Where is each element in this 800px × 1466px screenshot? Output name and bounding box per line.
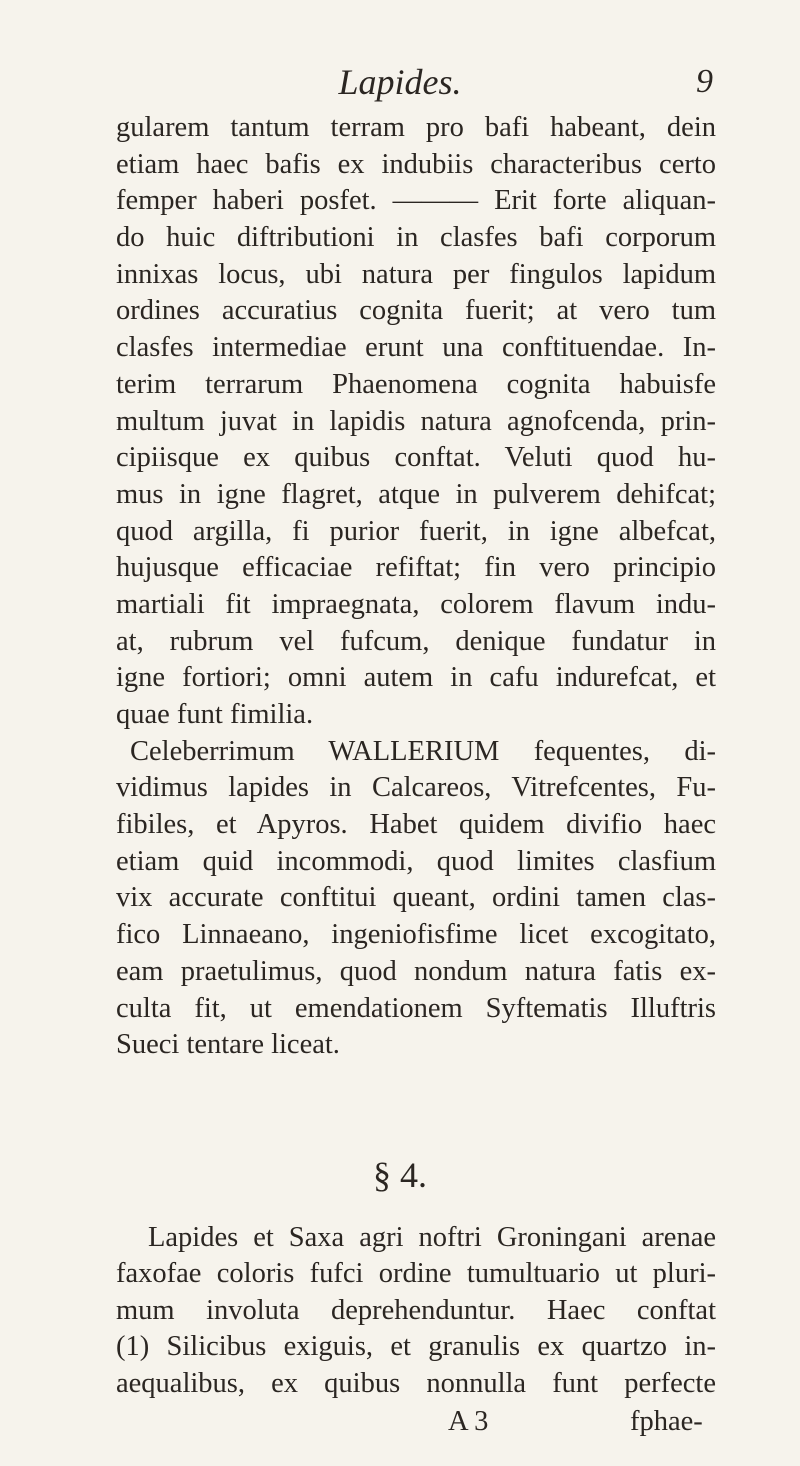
text-line: aequalibus, ex quibus nonnulla funt perfecte: [116, 1367, 716, 1399]
text-line: etiam quid incommodi, quod limites clasfium: [116, 845, 716, 877]
text-line: mus in igne flagret, atque in pulverem dehifcat;: [116, 478, 716, 510]
text-line: terim terrarum Phaenomena cognita habuisfe: [116, 368, 716, 400]
paragraph-wallerius: [116, 734, 716, 1064]
text-line: Celeberrimum WALLERIUM fequentes, di-: [130, 735, 716, 767]
text-line: culta fit, ut emendationem Syftematis Illuftris: [116, 992, 716, 1024]
running-head: [0, 62, 800, 102]
text-line: fibiles, et Apyros. Habet quidem divifio haec: [116, 809, 716, 841]
text-line: faxofae coloris fufci ordine tumultuario ut pluri-: [116, 1258, 716, 1290]
text-line: eam praetulimus, quod nondum natura fatis ex-: [116, 955, 716, 987]
text-line: do huic diftributioni in clasfes bafi corporum: [116, 222, 716, 254]
text-line: ordines accuratius cognita fuerit; at vero tum: [116, 295, 716, 327]
text-line: (1) Silicibus exiguis, et granulis ex quartzo in-: [116, 1331, 716, 1363]
text-line: quod argilla, fi purior fuerit, in igne albefcat,: [116, 515, 716, 547]
section-heading: § 4.: [373, 1155, 427, 1195]
text-line: hujusque efficaciae refiftat; fin vero principio: [116, 552, 716, 584]
text-line: Lapides et Saxa agri noftri Groningani arenae: [148, 1222, 716, 1253]
text-line: femper haberi posfet. ——— Erit forte aliquan-: [116, 185, 716, 217]
text-line: Sueci tentare liceat.: [116, 1029, 340, 1061]
text-line: vidimus lapides in Calcareos, Vitrefcentes, Fu-: [116, 772, 716, 804]
text-line: at, rubrum vel fufcum, denique fundatur in: [116, 625, 716, 657]
text-line: innixas locus, ubi natura per fingulos lapidum: [116, 258, 716, 290]
text-line: cipiisque ex quibus conftat. Veluti quod hu-: [116, 442, 716, 474]
page-number: 9: [696, 63, 713, 100]
text-block-main: [116, 110, 716, 1064]
text-line: quae funt fimilia.: [116, 699, 314, 730]
text-line: vix accurate conftitui queant, ordini tamen clas-: [116, 882, 716, 914]
text-block-section: [116, 1220, 716, 1402]
text-line: mum involuta deprehenduntur. Haec conftat: [116, 1294, 716, 1326]
text-line: multum juvat in lapidis natura agnofcenda, prin-: [116, 405, 716, 437]
text-line: gularem tantum terram pro bafi habeant, dein: [116, 112, 716, 143]
signature-mark: A 3: [448, 1406, 489, 1437]
catchword: fphae-: [630, 1406, 703, 1437]
text-line: fico Linnaeano, ingeniofisfime licet excogitato,: [116, 919, 716, 951]
text-line: etiam haec bafis ex indubiis characteribus certo: [116, 148, 716, 180]
page-footer: [0, 1402, 800, 1442]
text-line: igne fortiori; omni autem in cafu indurefcat, et: [116, 662, 716, 694]
paragraph-continued: [116, 110, 716, 734]
text-line: martiali fit impraegnata, colorem flavum indu-: [116, 588, 716, 620]
text-line: clasfes intermediae erunt una conftituendae. In-: [116, 332, 716, 364]
running-title: Lapides.: [338, 62, 462, 102]
